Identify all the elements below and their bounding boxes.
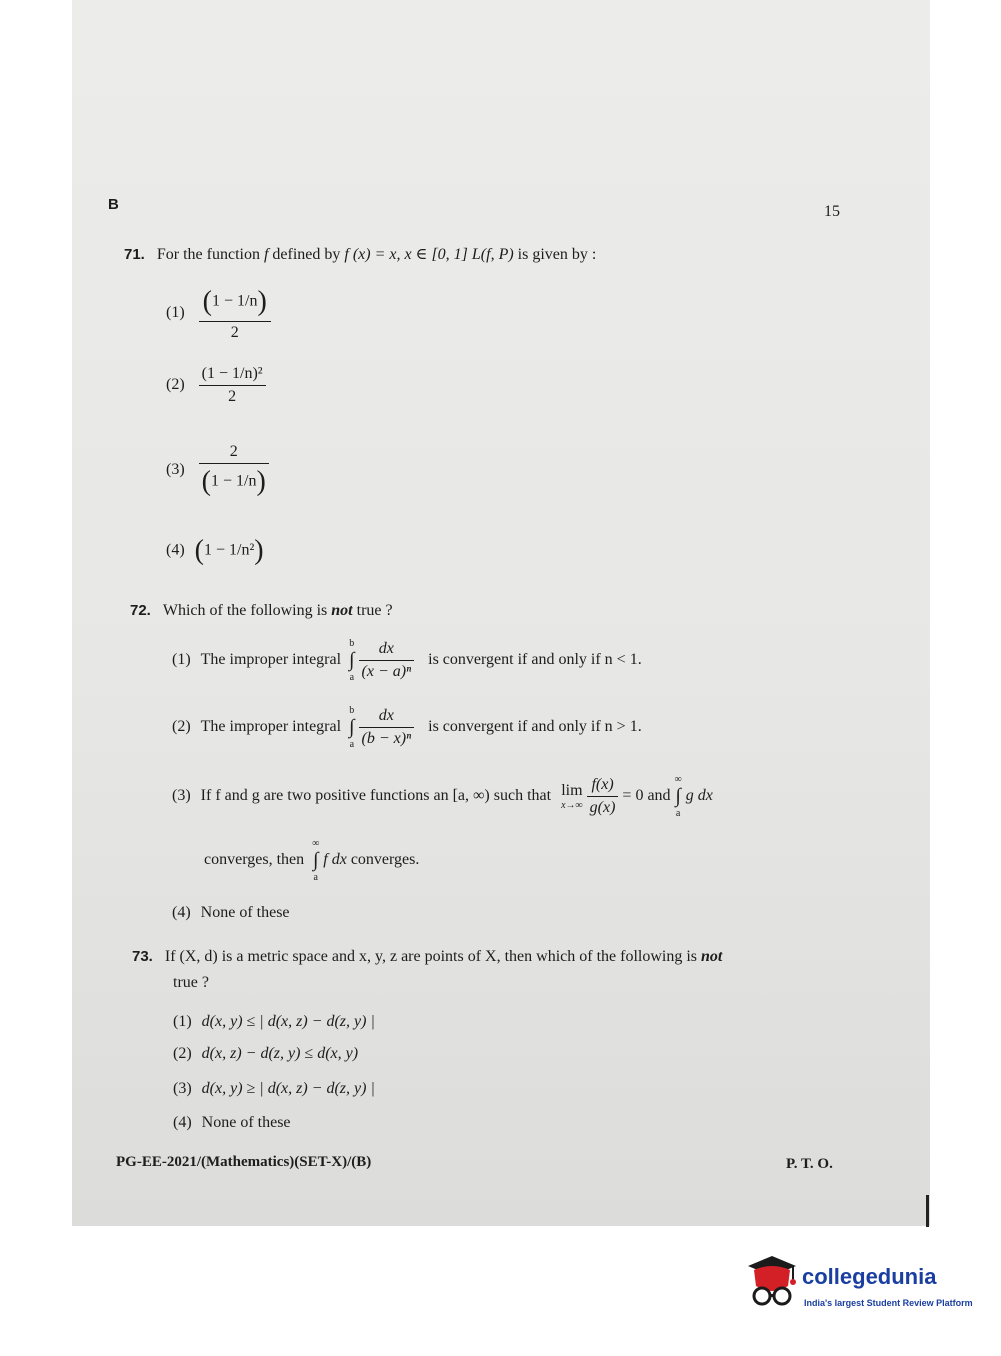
- fraction: $\frac{2}{(1 - 1/n)}$: [199, 443, 269, 498]
- fraction: $\frac{\text{(1 − 1/n)²}}{2}$: [199, 365, 266, 406]
- pto-label: P. T. O.: [786, 1156, 833, 1172]
- q72-option-4: (4) None of these: [172, 904, 290, 921]
- question-71-stem: 71. For the function f defined by f (x) = x, x ∈ [0, 1] L(f, P) is given by :: [124, 246, 597, 263]
- question-72-stem: 72. Which of the following is not true ?: [130, 602, 393, 619]
- fraction: $\frac{dx}{\text{(b − x)ⁿ}}$: [359, 707, 415, 748]
- q72-option-2: (2) The improper integral b ∫ a $\frac{dx}{\text{(b − x)ⁿ}}$ is convergent if and only if n > 1.: [172, 705, 642, 750]
- question-number: 73.: [132, 948, 153, 965]
- q72-option-1: (1) The improper integral b ∫ a $\frac{dx}{\text{(x − a)ⁿ}}$ is convergent if and only if n < 1.: [172, 638, 642, 683]
- page-number: 15: [824, 203, 840, 220]
- collegedunia-logo-icon: [742, 1252, 804, 1312]
- question-73-stem-line2: true ?: [173, 974, 209, 991]
- integral-sign: ∞ ∫ a: [312, 838, 320, 883]
- fraction: $\frac{dx}{\text{(x − a)ⁿ}}$: [359, 640, 415, 681]
- page-edge-line: [926, 1195, 929, 1227]
- integral-sign: b ∫ a: [349, 638, 355, 683]
- brand-tagline: India's largest Student Review Platform: [804, 1298, 973, 1308]
- q71-option-3: (3) $\frac{2}{(1 - 1/n)}$: [166, 443, 269, 498]
- fraction: $\frac{f(x)}{g(x)}$: [587, 776, 619, 817]
- question-number: 71.: [124, 246, 145, 263]
- q73-option-2: (2) d(x, z) − d(z, y) ≤ d(x, y): [173, 1045, 359, 1062]
- question-number: 72.: [130, 602, 151, 619]
- paper-code: PG-EE-2021/(Mathematics)(SET-X)/(B): [116, 1154, 372, 1170]
- q72-option-3-continued: converges, then ∞ ∫ a f dx converges.: [204, 838, 420, 883]
- integral-sign: b ∫ a: [349, 705, 355, 750]
- q72-option-3: (3) If f and g are two positive functions an [a, ∞) such that lim x→∞ $\frac{f(x)}{g(x)}$ = 0 and ∞ ∫ a g dx: [172, 774, 713, 819]
- limit: lim x→∞: [561, 782, 583, 811]
- q73-option-3: (3) d(x, y) ≥ | d(x, z) − d(z, y) |: [173, 1080, 375, 1097]
- brand-name: collegedunia: [802, 1264, 937, 1289]
- question-73-stem: 73. If (X, d) is a metric space and x, y, z are points of X, then which of the following is not: [132, 948, 723, 965]
- integral-sign: ∞ ∫ a: [674, 774, 682, 819]
- q73-option-1: (1) d(x, y) ≤ | d(x, z) − d(z, y) |: [173, 1013, 375, 1030]
- q71-option-4: (4) (1 − 1/n²): [166, 535, 264, 566]
- fraction: $\frac{(1 - 1/n)}{2}$: [199, 285, 271, 342]
- q71-option-1: (1) $\frac{(1 - 1/n)}{2}$: [166, 285, 271, 342]
- q71-option-2: (2) $\frac{\text{(1 − 1/n)²}}{2}$: [166, 365, 266, 406]
- q73-option-4: (4) None of these: [173, 1114, 291, 1131]
- set-letter: B: [108, 196, 119, 213]
